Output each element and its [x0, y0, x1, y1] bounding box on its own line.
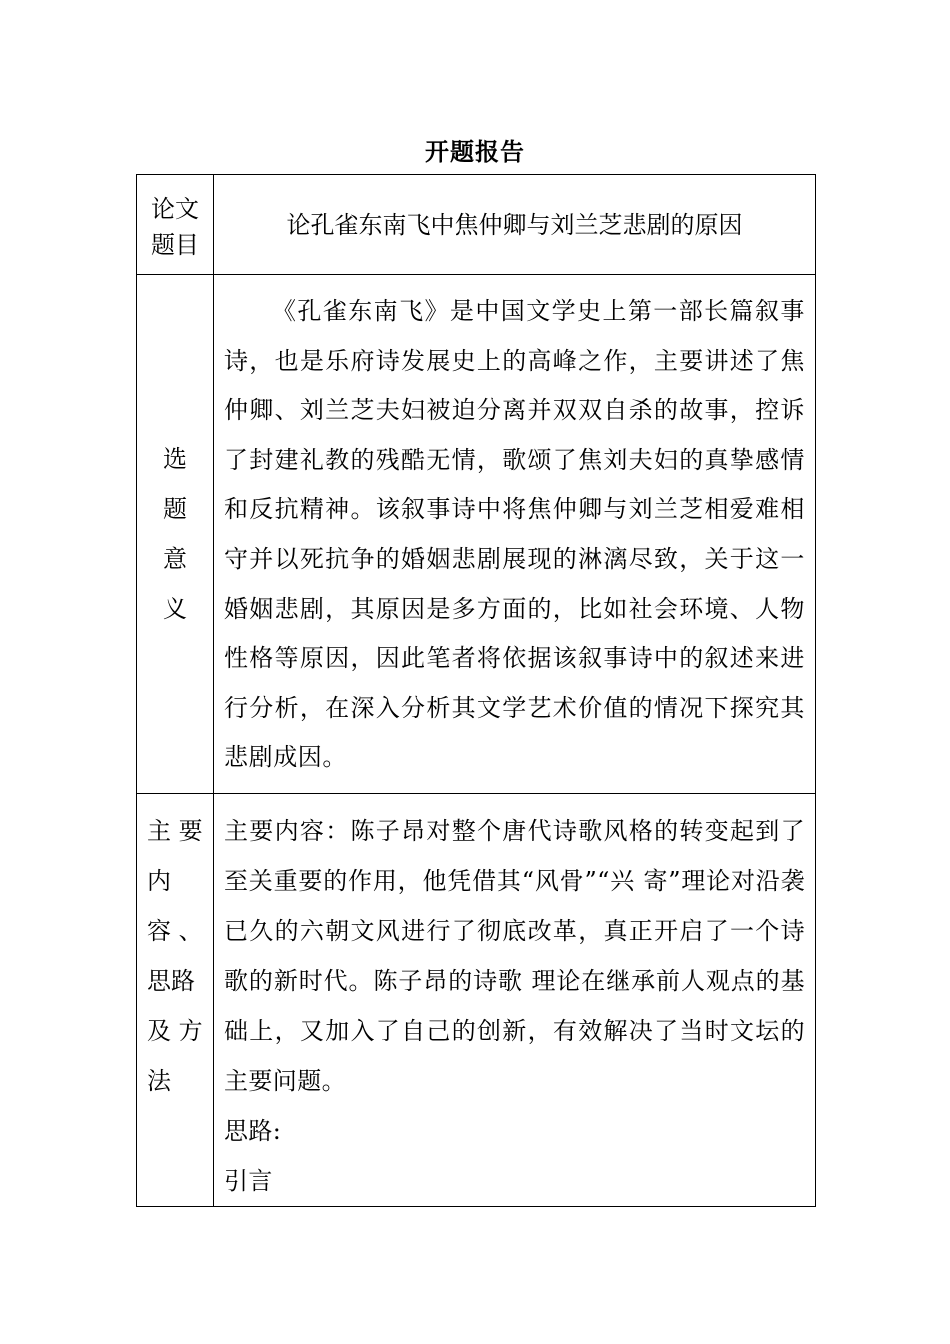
report-table	[136, 174, 816, 1207]
page-title: 开题报告	[425, 138, 525, 166]
significance-label	[137, 275, 214, 794]
content-label-line: 法	[147, 1066, 171, 1095]
significance-label-char: 选	[163, 444, 187, 473]
content-label-line: 及 方	[147, 1016, 203, 1045]
content-label-line: 主 要	[147, 816, 203, 845]
significance-label-char: 义	[163, 594, 187, 623]
significance-label-char: 意	[163, 544, 187, 573]
content-body	[214, 793, 816, 1206]
approach-label: 思路:	[224, 1116, 282, 1145]
intro-label: 引言	[224, 1166, 273, 1195]
significance-label-char: 题	[163, 494, 187, 523]
thesis-title-row	[137, 175, 816, 275]
content-label-line: 思路	[147, 966, 195, 995]
content-label-line: 内	[147, 866, 171, 895]
thesis-title-label-line1: 论文	[151, 194, 199, 223]
significance-row	[137, 275, 816, 794]
thesis-title-value: 论孔雀东南飞中焦仲卿与刘兰芝悲剧的原因	[214, 175, 816, 275]
content-label-line: 容 、	[147, 916, 203, 945]
content-row	[137, 793, 816, 1206]
content-label	[137, 793, 214, 1206]
significance-paragraph: 《孔雀东南飞》是中国文学史上第一部长篇叙事诗，也是乐府诗发展史上的高峰之作，主要讲述了焦仲卿、刘兰芝夫妇被迫分离并双双自杀的故事，控诉了封建礼教的残酷无情，歌颂了焦刘夫妇的真挚感情和反抗精神。该叙事诗中将焦仲卿与刘兰芝相爱难相守并以死抗争的婚姻悲剧展现的淋漓尽致，关于这一婚姻悲剧，其原因是多方面的，比如社会环境、人物性格等原因，因此笔者将依据该叙事诗中的叙述来进行分析，在深入分析其文学艺术价值的情况下探究其悲剧成因。	[224, 297, 805, 772]
thesis-title-label	[137, 175, 214, 275]
main-content-paragraph: 主要内容：陈子昂对整个唐代诗歌风格的转变起到了至关重要的作用，他凭借其“风骨”“兴 寄”理论对沿袭已久的六朝文风进行了彻底改革，真正开启了一个诗歌的新时代。陈子昂的诗歌 理论在继承前人观点的基础上，又加入了自己的创新，有效解决了当时文坛的主要问题。	[224, 816, 805, 1095]
significance-content	[214, 275, 816, 794]
thesis-title-label-line2: 题目	[151, 230, 199, 259]
